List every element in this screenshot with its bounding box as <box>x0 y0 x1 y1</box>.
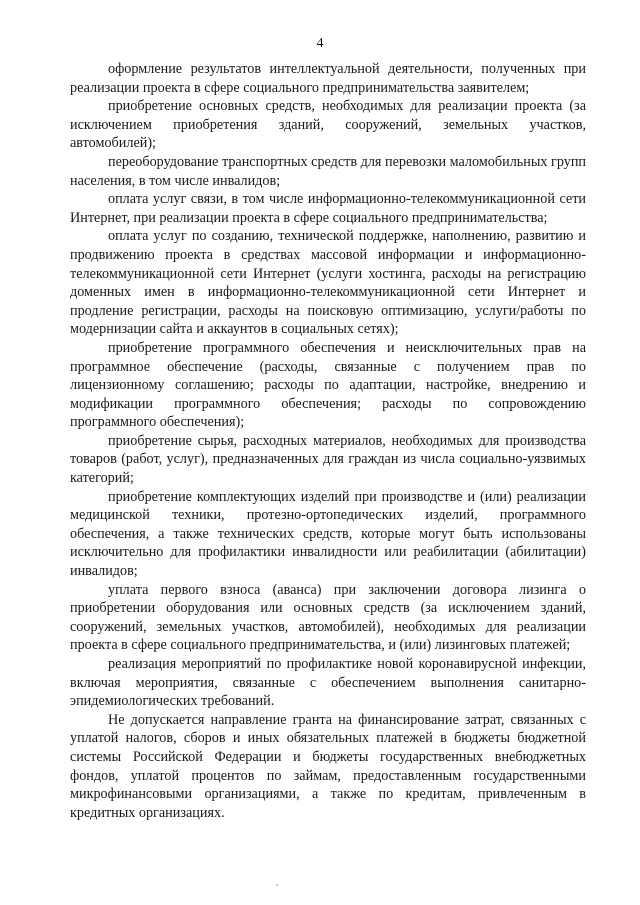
scan-speck <box>276 884 278 886</box>
document-body <box>70 60 586 822</box>
paragraph-covid-measures: реализация мероприятий по профилактике новой коронавирусной инфекции, включая мероприятия, связанные с обеспечением выполнения санитарно-эпидемиологических требований. <box>70 656 586 710</box>
paragraph-grant-restrictions: Не допускается направление гранта на финансирование затрат, связанных с уплатой налогов, сборов и иных обязательных платежей в бюджеты бюджетной системы Российской Федерации и бюджеты государственных внебюджетных фондов, уплатой процентов по займам, предоставленным государственными микрофинансовыми организациями, а также по кредитам, привлеченным в кредитных организациях. <box>70 711 586 821</box>
paragraph-leasing: уплата первого взноса (аванса) при заключении договора лизинга о приобретении оборудования или основных средств (за исключением зданий, сооружений, земельных участков, автомобилей), необходимых для реализации проекта в сфере социального предпринимательства, и (или) лизинговых платежей; <box>70 581 586 654</box>
paragraph-raw-materials: приобретение сырья, расходных материалов, необходимых для производства товаров (работ, услуг), предназначенных для граждан из числа социально-уязвимых категорий; <box>70 432 586 487</box>
paragraph-project-promotion: оплата услуг по созданию, технической поддержке, наполнению, развитию и продвижению проекта в средствах массовой информации и информационно-телекоммуникационной сети Интернет (услуги хостинга, расходы на регистрацию доменных имен в информационно-телекоммуникационной сети Интернет и продление регистрации, расходы на поисковую оптимизацию, услуги/работы по модернизации сайта и аккаунтов в социальных сетях); <box>70 228 586 338</box>
paragraph-fixed-assets: приобретение основных средств, необходимых для реализации проекта (за исключением приобретения зданий, сооружений, земельных участков, автомобилей); <box>70 98 586 152</box>
paragraph-communication-services: оплата услуг связи, в том числе информационно-телекоммуникационной сети Интернет, при реализации проекта в сфере социального предпринимательства; <box>70 191 586 226</box>
paragraph-components: приобретение комплектующих изделий при производстве и (или) реализации медицинской техники, протезно-ортопедических изделий, программного обеспечения, а также технических средств, которые могут быть использованы исключительно для профилактики инвалидности или реабилитации (абилитации) инвалидов; <box>70 488 586 580</box>
paragraph-vehicle-conversion: переоборудование транспортных средств для перевозки маломобильных групп населения, в том числе инвалидов; <box>70 153 587 189</box>
page-number: 4 <box>316 36 324 51</box>
paragraph-software: приобретение программного обеспечения и неисключительных прав на программное обеспечение (расходы, связанные с получением прав по лицензионному соглашению; расходы по адаптации, настройке, внедрению и модификации программного обеспечения; расходы по сопровождению программного обеспечения); <box>70 339 586 431</box>
paragraph-ip-results: оформление результатов интеллектуальной деятельности, полученных при реализации проекта в сфере социального предпринимательства заявителем; <box>70 61 586 96</box>
